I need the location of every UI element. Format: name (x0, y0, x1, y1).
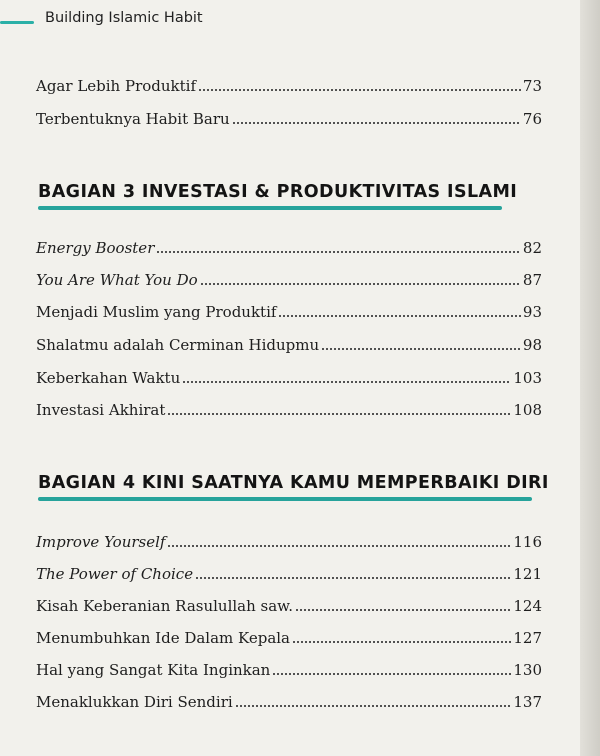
toc-leader-dots (235, 705, 512, 707)
toc-entry-page: 124 (513, 597, 542, 615)
section-underline (38, 497, 532, 501)
toc-entry-page: 103 (513, 369, 542, 387)
section-heading-bagian-3 (38, 181, 518, 210)
toc-entry-title: Menjadi Muslim yang Produktif (36, 303, 277, 321)
toc-entry-page: 73 (522, 77, 542, 95)
toc-entry-page: 98 (522, 336, 542, 354)
toc-leader-dots (167, 545, 511, 547)
toc-entry[interactable] (36, 626, 542, 648)
toc-entry-title: Menaklukkan Diri Sendiri (36, 693, 233, 711)
toc-leader-dots (195, 577, 511, 579)
toc-entry-title: Investasi Akhirat (36, 401, 166, 419)
toc-entry-title: Improve Yourself (36, 533, 166, 551)
toc-entry-title: Menumbuhkan Ide Dalam Kepala (36, 629, 291, 647)
toc-entry-page: 137 (513, 693, 542, 711)
toc-leader-dots (182, 381, 511, 383)
toc-entry-title: Terbentuknya Habit Baru (36, 110, 230, 128)
toc-entry-page: 116 (513, 533, 542, 551)
toc-entry-page: 93 (522, 303, 542, 321)
toc-leader-dots (278, 315, 520, 317)
toc-leader-dots (156, 251, 521, 253)
toc-leader-dots (321, 348, 521, 350)
toc-entry[interactable] (36, 366, 542, 388)
toc-leader-dots (232, 122, 521, 124)
toc-entry-title: Agar Lebih Produktif (36, 77, 197, 95)
header-accent-bar (0, 21, 34, 24)
toc-entry[interactable] (36, 107, 542, 129)
toc-entry[interactable] (36, 594, 542, 616)
toc-entry[interactable] (36, 236, 542, 258)
toc-entry-title: Hal yang Sangat Kita Inginkan (36, 661, 271, 679)
toc-entry-title: Keberkahan Waktu (36, 369, 181, 387)
header-title: Building Islamic Habit (45, 10, 203, 26)
toc-entry[interactable] (36, 74, 542, 96)
toc-entry-title: You Are What You Do (36, 271, 198, 289)
toc-entry-title: Kisah Keberanian Rasulullah saw. (36, 597, 294, 615)
section-heading-bagian-4 (38, 472, 549, 501)
toc-entry[interactable] (36, 268, 542, 290)
toc-entry[interactable] (36, 658, 542, 680)
toc-entry-page: 108 (513, 401, 542, 419)
toc-entry[interactable] (36, 562, 542, 584)
toc-entry[interactable] (36, 300, 542, 322)
section-title: BAGIAN 4 KINI SAATNYA KAMU MEMPERBAIKI DIRI (38, 473, 549, 493)
toc-entry-title: The Power of Choice (36, 565, 194, 583)
section-title: BAGIAN 3 INVESTASI & PRODUKTIVITAS ISLAMI (38, 182, 518, 202)
page-edge (580, 0, 600, 756)
toc-leader-dots (292, 641, 511, 643)
toc-entry-page: 130 (513, 661, 542, 679)
toc-entry-title: Shalatmu adalah Cerminan Hidupmu (36, 336, 320, 354)
toc-leader-dots (200, 283, 521, 285)
toc-leader-dots (167, 413, 511, 415)
toc-entry[interactable] (36, 398, 542, 420)
toc-entry-page: 87 (522, 271, 542, 289)
toc-entry-page: 82 (522, 239, 542, 257)
toc-entry[interactable] (36, 333, 542, 355)
section-underline (38, 206, 502, 210)
toc-leader-dots (272, 673, 511, 675)
toc-entry-page: 121 (513, 565, 542, 583)
toc-entry-page: 76 (522, 110, 542, 128)
toc-entry[interactable] (36, 690, 542, 712)
toc-leader-dots (198, 89, 521, 91)
toc-leader-dots (295, 609, 511, 611)
toc-entry-page: 127 (513, 629, 542, 647)
toc-entry-title: Energy Booster (36, 239, 155, 257)
toc-entry[interactable] (36, 530, 542, 552)
